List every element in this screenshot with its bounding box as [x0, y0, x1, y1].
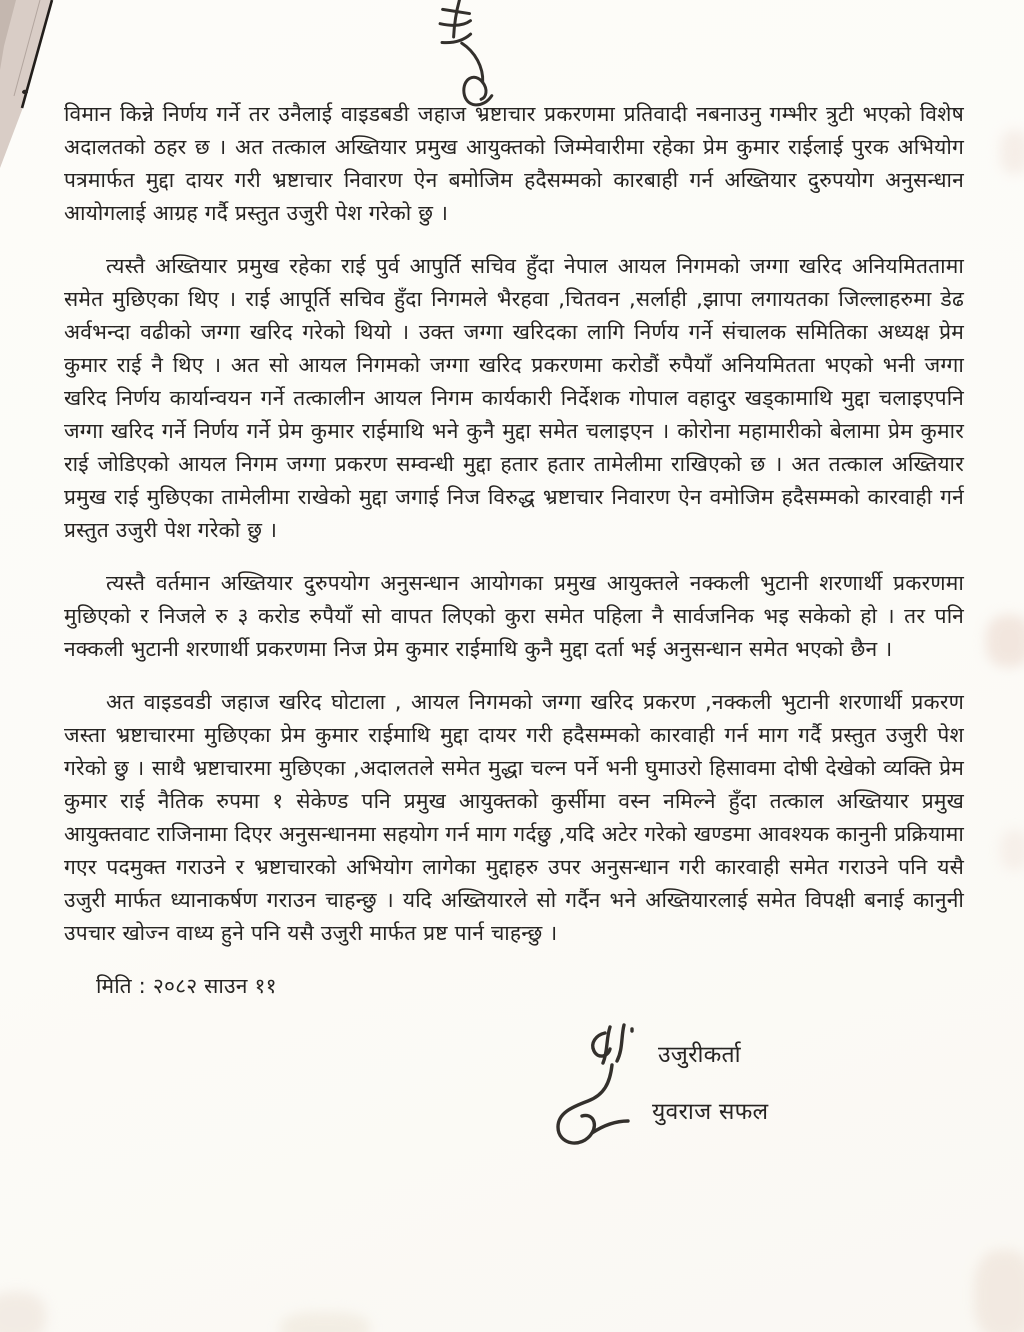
scan-smudge	[280, 1312, 370, 1332]
scan-smudge	[1000, 830, 1024, 870]
signatory-role: उजुरीकर्ता	[658, 1042, 741, 1068]
date-line: मिति : २०८२ साउन ११	[96, 974, 277, 998]
paragraph-2: त्यस्तै अख्तियार प्रमुख रहेका राई पुर्व आपुर्ति सचिव हुँदा नेपाल आयल निगमको जग्गा खरिद अनियमिततामा समेत मुछिएका थिए । राई आपूर्ति सचिव हुँदा निगमले भैरहवा ,चितवन ,सर्लाही ,झापा लगायतका जिल्लाहरुमा डेढ अर्वभन्दा वढीको जग्गा खरिद गरेको थियो । उक्त जग्गा खरिदका लागि निर्णय गर्ने संचालक समितिका अध्यक्ष प्रेम कुमार राई नै थिए । अत सो आयल निगमको जग्गा खरिद प्रकरणमा करोडौं रुपैयाँ अनियमितता भएको भनी जग्गा खरिद निर्णय कार्यान्वयन गर्ने तत्कालीन आयल निगम कार्यकारी निर्देशक गोपाल वहादुर खड्कामाथि मुद्दा चलाइएपनि जग्गा खरिद गर्ने निर्णय गर्ने प्रेम कुमार राईमाथि भने कुनै मुद्दा समेत चलाइएन । कोरोना महामारीको बेलामा प्रेम कुमार राई जोडिएको आयल निगम जग्गा प्रकरण सम्वन्धी मुद्दा हतार हतार तामेलीमा राखिएको छ । अत तत्काल अख्तियार प्रमुख राई मुछिएका तामेलीमा राखेको मुद्दा जगाई निज विरुद्ध भ्रष्टाचार निवारण ऐन वमोजिम हदैसम्मको कारवाही गर्न प्रस्तुत उजुरी पेश गरेको छु ।	[64, 254, 964, 542]
paragraph-3: त्यस्तै वर्तमान अख्तियार दुरुपयोग अनुसन्धान आयोगका प्रमुख आयुक्तले नक्कली भुटानी शरणार्थी प्रकरणमा मुछिएको र निजले रु ३ करोड रुपैयाँ सो वापत लिएको कुरा समेत पहिला नै सार्वजनिक भइ सकेको हो । तर पनि नक्कली भुटानी शरणार्थी प्रकरणमा निज प्रेम कुमार राईमाथि कुनै मुद्दा दर्ता भई अनुसन्धान समेत भएको छैन ।	[64, 571, 964, 661]
handwritten-signature	[548, 1019, 658, 1157]
signatory-name: युवराज सफल	[652, 1099, 769, 1125]
paper-corner-shadow	[0, 0, 70, 180]
scan-smudge	[986, 615, 1024, 667]
paragraph-4: अत वाइडवडी जहाज खरिद घोटाला , आयल निगमको जग्गा खरिद प्रकरण ,नक्कली भुटानी शरणार्थी प्रकरण जस्ता भ्रष्टाचारमा मुछिएका प्रेम कुमार राईमाथि मुद्दा दायर गरी हदैसम्मको कारवाही गर्न माग गर्दै प्रस्तुत उजुरी पेश गरेको छु । साथै भ्रष्टाचारमा मुछिएका ,अदालतले समेत मुद्धा चल्न पर्ने भनी घुमाउरो हिसावमा दोषी देखेको व्यक्ति प्रेम कुमार राई नैतिक रुपमा १ सेकेण्ड पनि प्रमुख आयुक्तको कुर्सीमा वस्न नमिल्ने हुँदा तत्काल अख्तियार प्रमुख आयुक्तवाट राजिनामा दिएर अनुसन्धानमा सहयोग गर्न माग गर्दछु ,यदि अटेर गरेको खण्डमा आवश्यक कानुनी प्रक्रियामा गएर पदमुक्त गराउने र भ्रष्टाचारको अभियोग लागेका मुद्दाहरु उपर अनुसन्धान गरी कारवाही समेत गराउने पनि यसै उजुरी मार्फत ध्यानाकर्षण गराउन चाहन्छु । यदि अख्तियारले सो गर्दैन भने अख्तियारलाई समेत विपक्षी बनाई कानुनी उपचार खोज्न वाध्य हुने पनि यसै उजुरी मार्फत प्रष्ट पार्न चाहन्छु ।	[64, 690, 964, 945]
letter-body	[64, 98, 964, 1163]
paragraph-1: विमान किन्ने निर्णय गर्ने तर उनैलाई वाइडबडी जहाज भ्रष्टाचार प्रकरणमा प्रतिवादी नबनाउनु गम्भीर त्रुटी भएको विशेष अदालतको ठहर छ । अत तत्काल अख्तियार प्रमुख आयुक्तको जिम्मेवारीमा रहेका प्रेम कुमार राईलाई पुरक अभियोग पत्रमार्फत मुद्दा दायर गरी भ्रष्टाचार निवारण ऐन बमोजिम हदैसम्मको कारबाही गर्न अख्तियार दुरुपयोग अनुसन्धान आयोगलाई आग्रह गर्दै प्रस्तुत उजुरी पेश गरेको छु ।	[64, 102, 964, 225]
signature-block	[576, 1033, 846, 1163]
scan-smudge	[974, 1250, 1024, 1332]
scan-smudge	[0, 1292, 46, 1332]
scan-smudge	[1000, 130, 1024, 174]
